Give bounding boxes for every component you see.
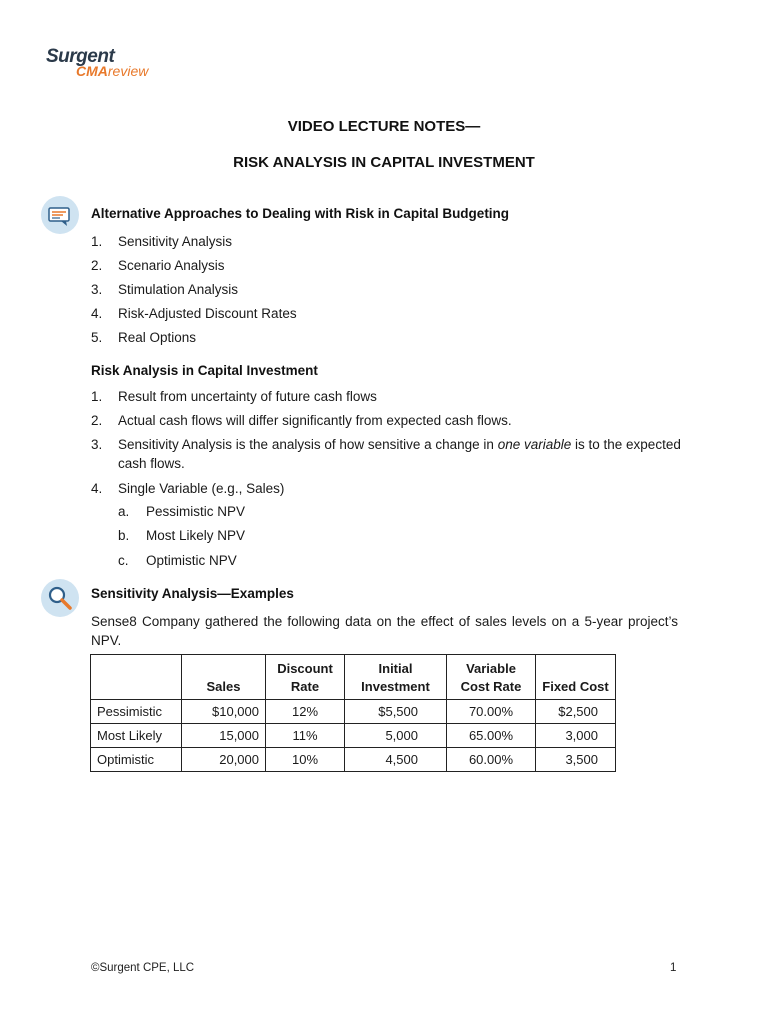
list-item xyxy=(91,411,691,430)
table-cell: Most Likely xyxy=(91,724,182,748)
chat-bubble-icon xyxy=(41,196,79,234)
table-header-cell: Variable Cost Rate xyxy=(447,655,536,700)
list-number: 1. xyxy=(91,234,103,249)
table-row xyxy=(91,748,616,772)
list-number: 2. xyxy=(91,413,103,428)
document-title-line2: RISK ANALYSIS IN CAPITAL INVESTMENT xyxy=(233,154,535,171)
table-cell: 15,000 xyxy=(182,724,266,748)
magnifier-icon xyxy=(41,579,79,617)
table-cell: $5,500 xyxy=(345,700,447,724)
table-cell: 3,000 xyxy=(536,724,616,748)
list-text: Actual cash flows will differ significantly from expected cash flows. xyxy=(118,413,512,428)
table-cell: 5,000 xyxy=(345,724,447,748)
list-text: Risk-Adjusted Discount Rates xyxy=(118,306,297,321)
sub-list-text: Most Likely NPV xyxy=(146,528,246,543)
list-item xyxy=(91,232,691,251)
example-paragraph: Sense8 Company gathered the following data on the effect of sales levels on a 5-year project’s NPV. xyxy=(91,614,678,648)
list-item xyxy=(91,435,691,473)
list-text: Scenario Analysis xyxy=(118,258,225,273)
list-number: 3. xyxy=(91,437,103,452)
table-cell: 11% xyxy=(266,724,345,748)
table-row xyxy=(91,700,616,724)
table-row xyxy=(91,724,616,748)
sub-list-letter: a. xyxy=(118,504,130,519)
table-cell: 60.00% xyxy=(447,748,536,772)
list-number: 3. xyxy=(91,282,103,297)
list-number: 1. xyxy=(91,389,103,404)
list-text-part: Sensitivity Analysis is the analysis of how sensitive a change in xyxy=(118,437,498,452)
sub-list-text: Optimistic NPV xyxy=(146,553,237,568)
table-header-cell: Discount Rate xyxy=(266,655,345,700)
table-header-cell xyxy=(91,655,182,700)
table-header-cell: Fixed Cost xyxy=(536,655,616,700)
list-text: Sensitivity Analysis xyxy=(118,234,233,249)
table-header-cell: Initial Investment xyxy=(345,655,447,700)
sub-list-letter: b. xyxy=(118,528,130,543)
list-item xyxy=(91,280,691,299)
list-number: 4. xyxy=(91,306,103,321)
logo-cma: CMA xyxy=(76,63,108,79)
page-number: 1 xyxy=(670,962,677,974)
list-number: 2. xyxy=(91,258,103,273)
table-cell: 12% xyxy=(266,700,345,724)
section-heading-examples: Sensitivity Analysis—Examples xyxy=(91,586,294,601)
sub-list-letter: c. xyxy=(118,553,129,568)
table-cell: 4,500 xyxy=(345,748,447,772)
list-text: Result from uncertainty of future cash flows xyxy=(118,389,377,404)
list-item xyxy=(91,328,691,347)
table-cell: Pessimistic xyxy=(91,700,182,724)
sub-list-item xyxy=(118,526,718,545)
table-cell: $2,500 xyxy=(536,700,616,724)
footer-copyright: ©Surgent CPE, LLC xyxy=(91,962,195,974)
table-cell: 65.00% xyxy=(447,724,536,748)
list-item xyxy=(91,304,691,323)
emphasized-text: one variable xyxy=(497,437,572,452)
document-title-line1: VIDEO LECTURE NOTES— xyxy=(287,118,481,135)
table-cell: 70.00% xyxy=(447,700,536,724)
sub-list-text: Pessimistic NPV xyxy=(146,504,246,519)
list-text-part: is to the expected cash flows. xyxy=(118,437,681,471)
logo-review: review xyxy=(107,63,149,79)
list-text: Single Variable (e.g., Sales) xyxy=(118,481,285,496)
list-item xyxy=(91,256,691,275)
sensitivity-table xyxy=(90,654,616,772)
table-cell: 20,000 xyxy=(182,748,266,772)
table-header-row xyxy=(91,655,616,700)
table-cell: 3,500 xyxy=(536,748,616,772)
list-text: Stimulation Analysis xyxy=(118,282,239,297)
list-number: 5. xyxy=(91,330,103,345)
table-cell: Optimistic xyxy=(91,748,182,772)
list-text: Real Options xyxy=(118,330,197,345)
table-cell: $10,000 xyxy=(182,700,266,724)
sub-list-item xyxy=(118,551,718,570)
section-heading-approaches: Alternative Approaches to Dealing with Risk in Capital Budgeting xyxy=(91,206,510,221)
table-cell: 10% xyxy=(266,748,345,772)
list-item xyxy=(91,479,691,498)
list-item xyxy=(91,387,691,406)
surgent-logo xyxy=(46,47,148,80)
logo-brand: Surgent xyxy=(46,46,115,67)
list-number: 4. xyxy=(91,481,103,496)
section-heading-risk-analysis: Risk Analysis in Capital Investment xyxy=(91,363,318,378)
list-text xyxy=(118,435,691,473)
table-header-cell: Sales xyxy=(182,655,266,700)
sub-list-item xyxy=(118,502,718,521)
